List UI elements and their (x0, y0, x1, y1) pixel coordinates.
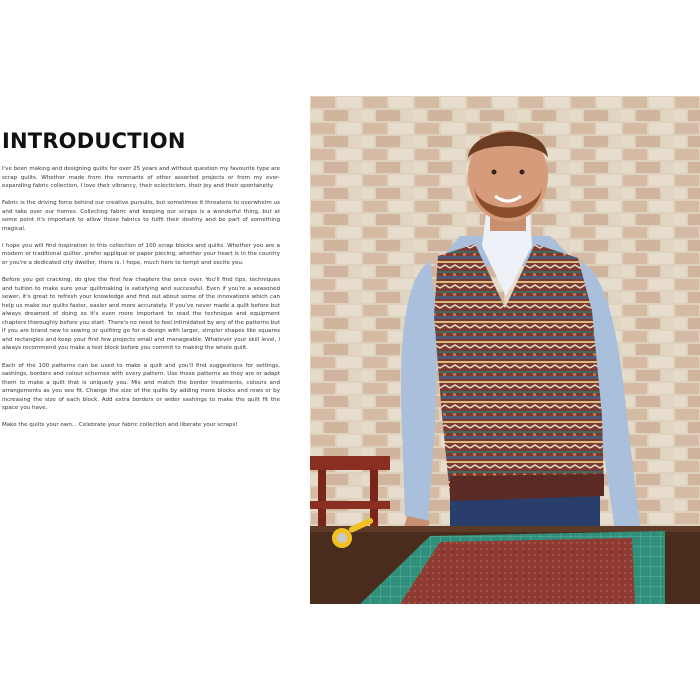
author-photo (310, 96, 700, 604)
page-title: INTRODUCTION (2, 129, 186, 153)
sweater-vest (434, 244, 604, 496)
paragraph: Each of the 100 patterns can be used to make a quilt and you'll find suggestions for settings, sashings, borders and colour schemes with every pattern. Use these patterns as they are or adapt them to make a quilt that is uniquely you. Mix and match the border treatments, colours and arrangements as you see fit. Change the size of the quilts by adding more blocks and rows or by increasing the size of each block. Add extra borders or wider sashings to make the quilt fit the space you have. (2, 362, 280, 412)
paragraph: Fabric is the driving force behind our creative pursuits, but sometimes it threatens to overwhelm us and take over our homes. Collecting fabric and keeping our scraps is a wonderful thing, but at some point it's important to allow those fabrics to fulfil their destiny and be part of something magical. (2, 200, 280, 232)
body-text (2, 165, 280, 439)
paragraph: Make the quilts your own... Celebrate your fabric collection and liberate your scraps! (2, 422, 238, 429)
paragraph: I hope you will find inspiration in this collection of 100 scrap blocks and quilts. Whether you are a modern or traditional quilter, prefer appliqué or paper piecing, whether your heart is in the country or you're a dedicated city dweller, there is, I hope, much here to tempt and excite you. (2, 242, 280, 267)
paragraph: Before you get cracking, do give the first few chapters the once over. You'll find tips, techniques and tuition to make sure your quiltmaking is satisfying and successful. Even if you're a seasoned sewer, it's great to refresh your knowledge and find out about some of the innovations which can help us make our quilts faster, easier and more accurately. If you've never made a quilt before but always dreamed of doing so it's even more important to read the technique and equipment chapters thoroughly before you start. There's no need to feel intimidated by any of the patterns but if you are brand new to sewing or quilting go for a design with larger, simpler shapes like squares and rectangles and keep your first few projects small and manageable. Whatever your skill level, I always recommend you make a test block before you commit to making the whole quilt. (2, 277, 280, 352)
paragraph: I've been making and designing quilts for over 25 years and without question my favourite type are scrap quilts. Whether made from the remnants of other assorted projects or from my ever-expanding fabric collection, I love their vibrancy, their eclecticism, their joy and their spontaneity. (2, 166, 280, 190)
introduction-page (0, 0, 300, 700)
author-photo-illustration (310, 96, 700, 604)
